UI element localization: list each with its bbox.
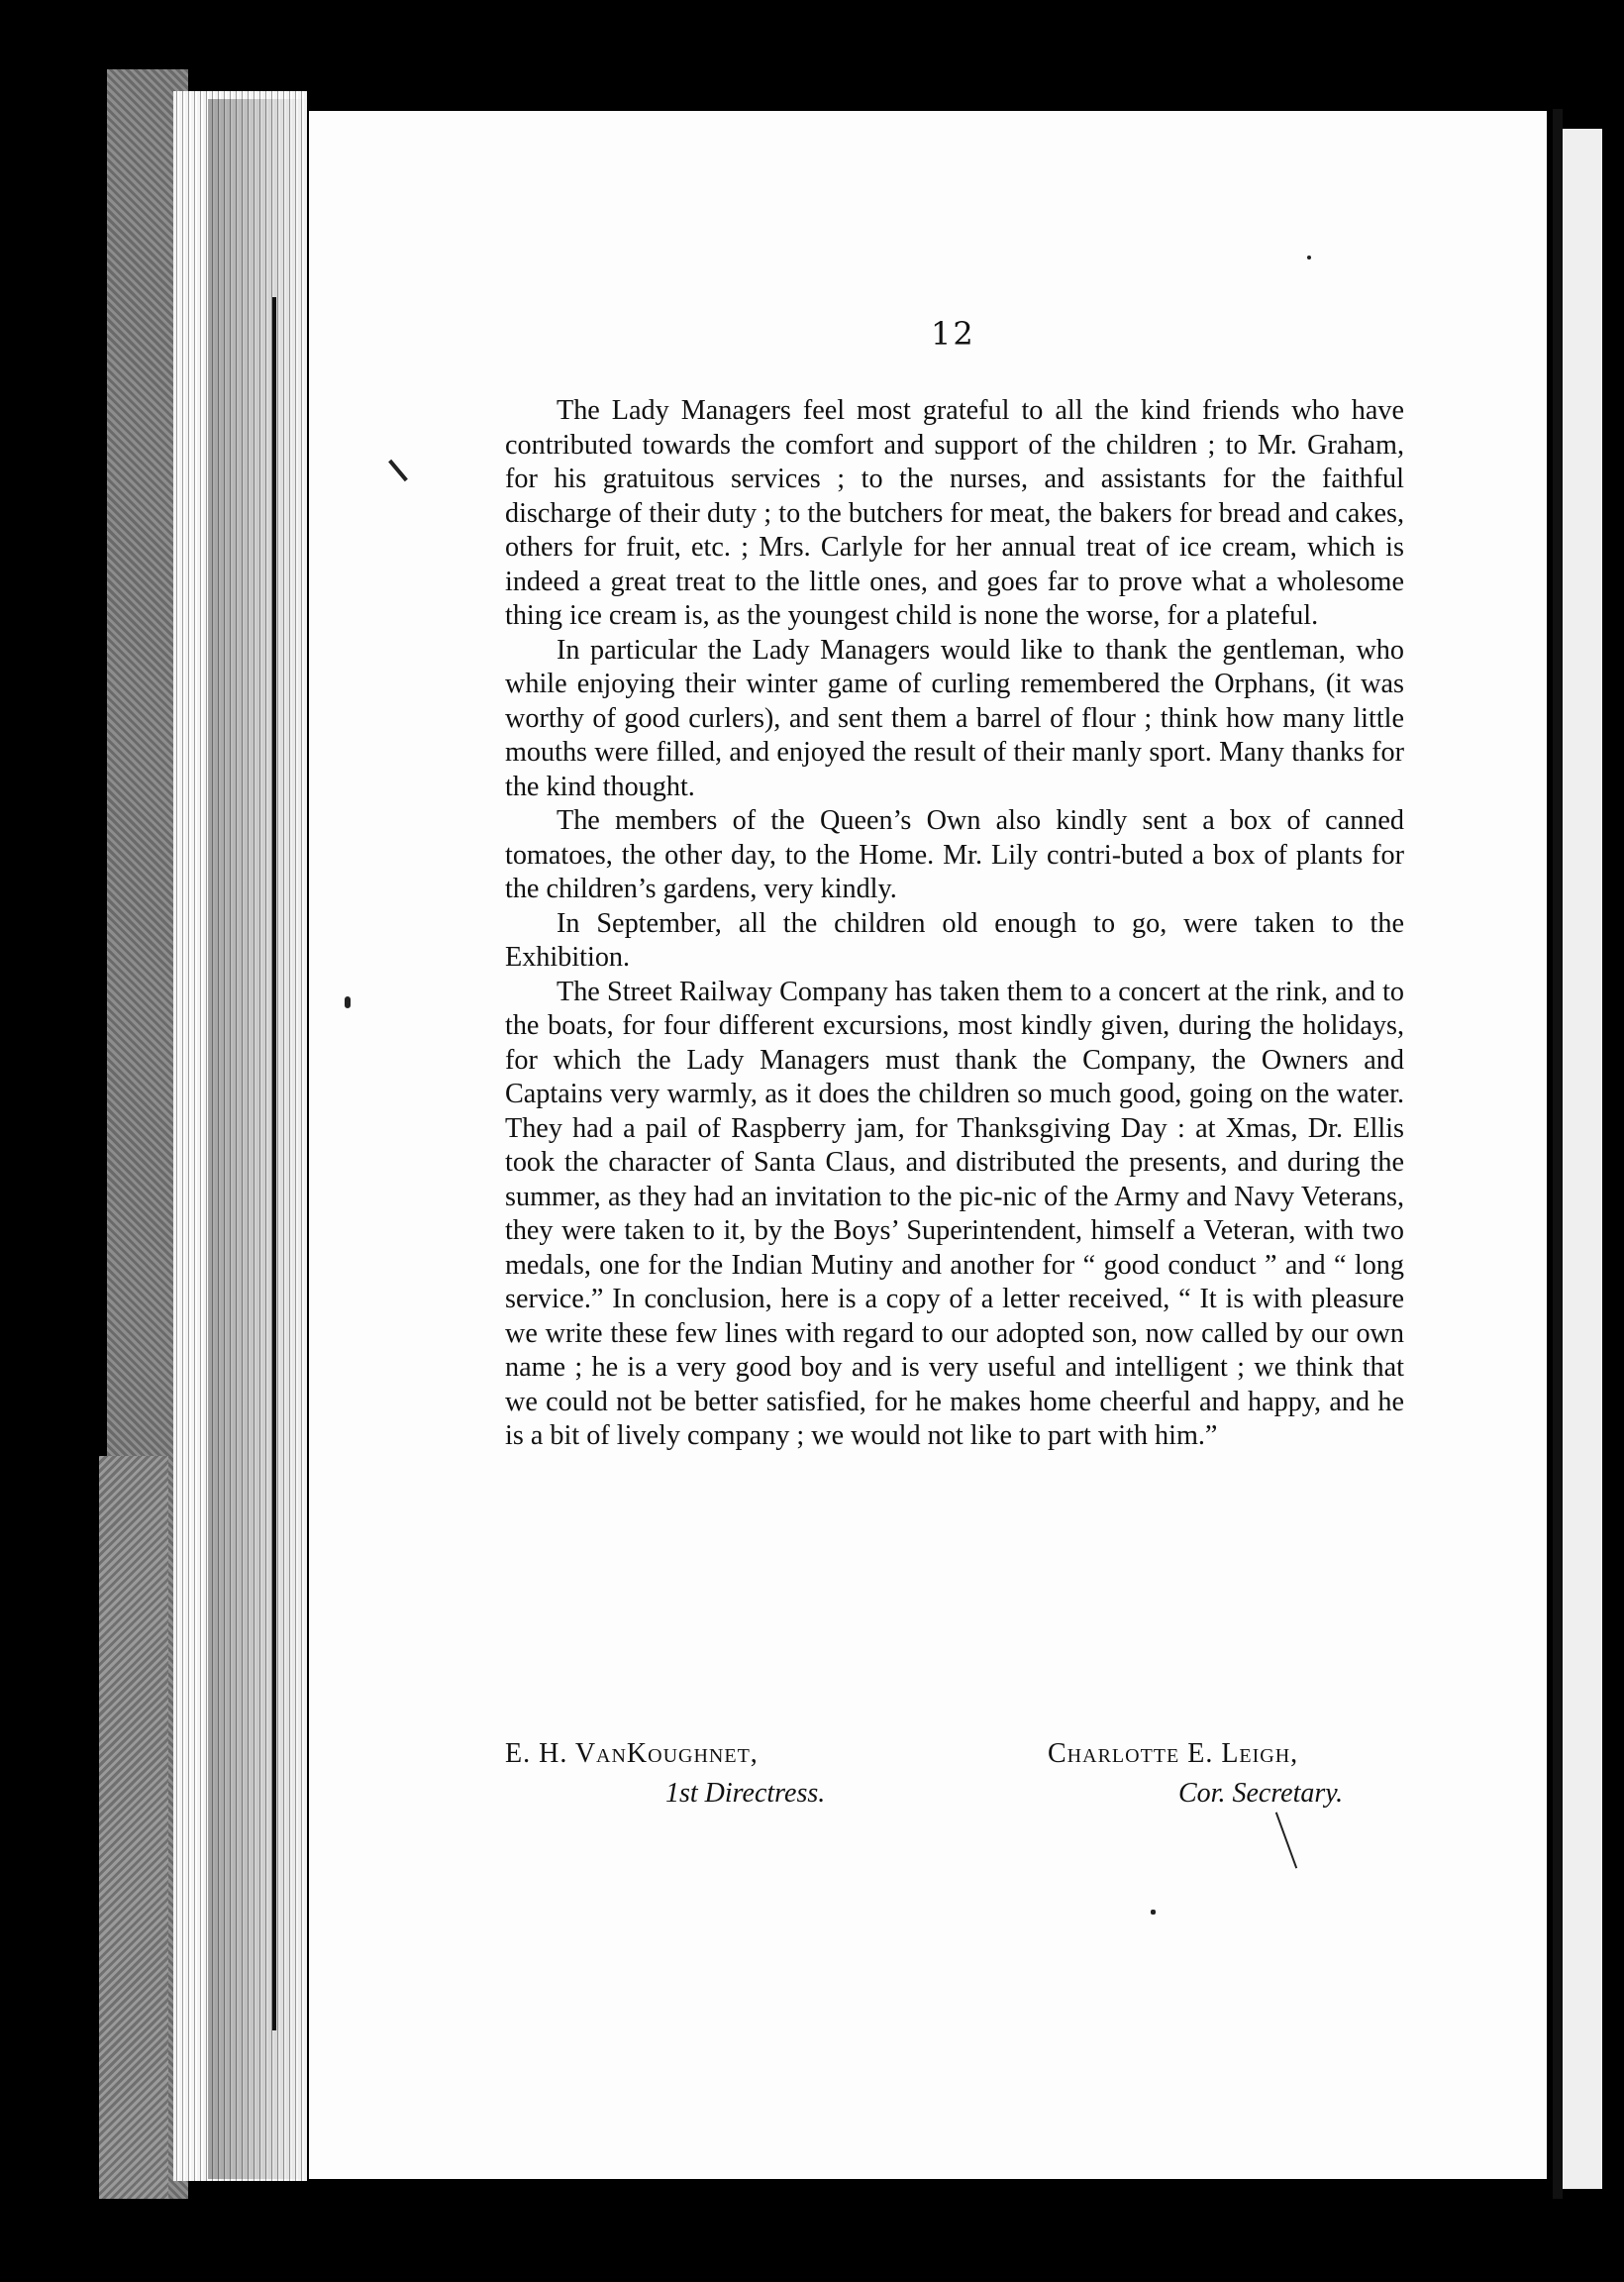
paragraph: In September, all the children old enough to go, were taken to the Exhibition. bbox=[505, 907, 1404, 973]
page-stack-shadow bbox=[208, 99, 307, 2179]
signatory-name: E. H. VanKoughnet, bbox=[505, 1738, 759, 1769]
paragraph: The Lady Managers feel most grateful to all the kind friends who have contributed towards the comfort and support of the children ; to Mr. Graham, for his gratuitous services ; to the nurses, and assistants for the faithful discharge of their duty ; to the butchers for meat, the bakers for bread and cakes, others for fruit, etc. ; Mrs. Carlyle for her annual treat of ice cream, which is indeed a great treat to the little ones, and goes far to prove what a wholesome thing ice cream is, as the youngest child is none the worse, for a plateful. bbox=[505, 395, 1404, 631]
book-cover-lower-edge bbox=[99, 1456, 168, 2199]
scan-mark bbox=[1151, 1910, 1156, 1915]
page-number: 12 bbox=[931, 315, 975, 353]
page-gutter-line bbox=[272, 297, 276, 2030]
signatory-title: 1st Directress. bbox=[665, 1778, 826, 1809]
paragraph: In particular the Lady Managers would like to thank the gentleman, who while enjoying their winter game of curling remembered the Orphans, (it was worthy of good curlers), and sent them a barrel of flour ; think how many little mouths were filled, and enjoyed the result of their manly sport. Many thanks for the kind thought. bbox=[505, 634, 1404, 802]
signatory-title: Cor. Secretary. bbox=[1178, 1778, 1344, 1809]
paragraph: The members of the Queen’s Own also kindly sent a box of canned tomatoes, the other day, to the Home. Mr. Lily contri-buted a box of plants for the children’s gardens, very kindly. bbox=[505, 805, 1404, 904]
scan-mark bbox=[345, 996, 351, 1008]
paragraph: The Street Railway Company has taken them to a concert at the rink, and to the boats, for four different excursions, most kindly given, during the holidays, for which the Lady Managers must thank the Company, the Owners and Captains very warmly, as it does the children so much good, going on the water. They had a pail of Raspberry jam, for Thanksgiving Day : at Xmas, Dr. Ellis took the character of Santa Claus, and distributed the presents, and during the summer, as they had an invitation to the pic-nic of the Army and Navy Veterans, they were taken to it, by the Boys’ Superintendent, himself a Veteran, with two medals, one for the Indian Mutiny and another for “ good conduct ” and “ long service.” In conclusion, here is a copy of a letter received, “ It is with pleasure we write these few lines with regard to our adopted son, now called by our own name ; he is a very good boy and is very useful and intelligent ; we think that we could not be better satisfied, for he makes home cheerful and happy, and he is a bit of lively company ; we would not like to part with him.” bbox=[505, 976, 1404, 1451]
facing-page-sliver bbox=[1563, 129, 1602, 2189]
body-text bbox=[505, 394, 1404, 1454]
signature-right bbox=[1048, 1738, 1404, 1810]
signatory-name: Charlotte E. Leigh, bbox=[1048, 1738, 1299, 1769]
scan-mark bbox=[1307, 256, 1311, 259]
signature-left bbox=[505, 1738, 921, 1810]
facing-page-gutter bbox=[1553, 109, 1563, 2199]
signature-block bbox=[505, 1738, 1404, 1837]
